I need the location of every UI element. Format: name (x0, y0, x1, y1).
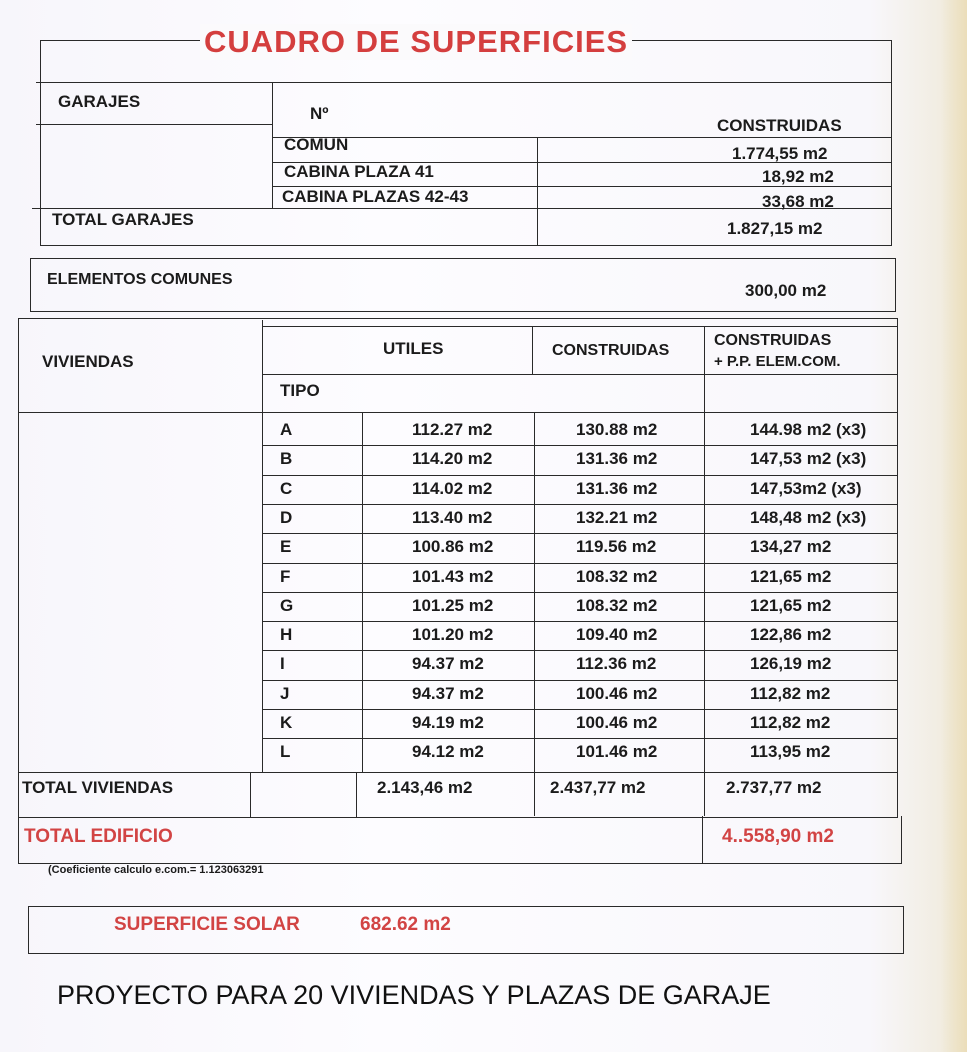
vivienda-construidas: 119.56 m2 (576, 537, 657, 556)
garajes-row-value: 18,92 m2 (762, 167, 834, 186)
vivienda-utiles: 114.20 m2 (412, 449, 493, 468)
page-title: CUADRO DE SUPERFICIES (200, 24, 632, 60)
viviendas-header-mid (262, 374, 898, 375)
vivienda-row-rule (262, 680, 898, 681)
vivienda-utiles: 101.20 m2 (412, 625, 494, 644)
total-viviendas-divider-1 (250, 772, 251, 818)
vivienda-utiles: 114.02 m2 (412, 479, 493, 498)
vivienda-construidas: 131.36 m2 (576, 449, 658, 468)
vivienda-construidas-pp: 121,65 m2 (750, 567, 832, 586)
total-viviendas-construidas-pp: 2.737,77 m2 (726, 778, 822, 797)
vivienda-construidas-pp: 122,86 m2 (750, 625, 832, 644)
vivienda-row-rule (262, 709, 898, 710)
header-utiles: UTILES (383, 339, 444, 358)
vivienda-construidas: 109.40 m2 (576, 625, 658, 644)
vivienda-utiles: 101.25 m2 (412, 596, 494, 615)
vivienda-row-rule (262, 475, 898, 476)
elementos-comunes-value: 300,00 m2 (745, 281, 827, 300)
vivienda-construidas: 100.46 m2 (576, 713, 658, 732)
garajes-divider-2 (537, 137, 538, 246)
vivienda-tipo: E (280, 537, 292, 556)
vivienda-construidas: 108.32 m2 (576, 567, 658, 586)
garajes-label: GARAJES (58, 92, 141, 111)
vivienda-construidas-pp: 148,48 m2 (x3) (750, 508, 867, 527)
vivienda-construidas: 108.32 m2 (576, 596, 658, 615)
vivienda-row-rule (262, 621, 898, 622)
vivienda-row-rule (262, 563, 898, 564)
vivienda-construidas-pp: 134,27 m2 (750, 537, 832, 556)
garajes-label-rule (36, 124, 272, 125)
vivienda-tipo: H (280, 625, 293, 644)
vivienda-row-rule (262, 445, 898, 446)
garajes-divider-1 (272, 82, 273, 208)
total-viviendas-utiles: 2.143,46 m2 (377, 778, 473, 797)
vivienda-utiles: 94.19 m2 (412, 713, 484, 732)
vivienda-construidas: 130.88 m2 (576, 420, 658, 439)
header-construidas-pp-1: CONSTRUIDAS (714, 332, 832, 349)
vivienda-construidas-pp: 121,65 m2 (750, 596, 832, 615)
vivienda-tipo: A (280, 420, 293, 439)
vivienda-tipo: D (280, 508, 293, 527)
total-viviendas-construidas: 2.437,77 m2 (550, 778, 646, 797)
vivienda-row-rule (262, 533, 898, 534)
vivienda-construidas-pp: 113,95 m2 (750, 742, 831, 761)
garajes-row-value: 33,68 m2 (762, 192, 834, 211)
vivienda-tipo: L (280, 742, 291, 761)
vivienda-tipo: G (280, 596, 294, 615)
viviendas-construidas-left (534, 412, 535, 816)
garajes-row-rule-1 (272, 137, 892, 138)
vivienda-row-rule (262, 650, 898, 651)
garajes-row-name: CABINA PLAZA 41 (284, 162, 434, 181)
vivienda-construidas-pp: 112,82 m2 (750, 713, 831, 732)
coeficiente-note: (Coeficiente calculo e.com.= 1.123063291 (48, 864, 264, 876)
vivienda-row-rule (262, 592, 898, 593)
vivienda-construidas: 100.46 m2 (576, 684, 658, 703)
paper-fold (940, 0, 967, 1052)
total-viviendas-divider-2 (356, 772, 357, 818)
total-garajes-label: TOTAL GARAJES (52, 210, 194, 229)
vivienda-row-rule (262, 738, 898, 739)
garajes-row-name: CABINA PLAZAS 42-43 (282, 187, 469, 206)
header-construidas: CONSTRUIDAS (552, 342, 670, 359)
vivienda-construidas-pp: 126,19 m2 (750, 654, 832, 673)
header-construidas-pp-2: + P.P. ELEM.COM. (714, 353, 841, 370)
viviendas-divider-pp (704, 326, 705, 816)
vivienda-tipo: I (280, 654, 285, 673)
vivienda-utiles: 94.37 m2 (412, 654, 484, 673)
elementos-comunes-label: ELEMENTOS COMUNES (47, 271, 233, 288)
vivienda-tipo: F (280, 567, 291, 586)
vivienda-tipo: K (280, 713, 293, 732)
vivienda-construidas: 131.36 m2 (576, 479, 658, 498)
vivienda-construidas: 112.36 m2 (576, 654, 657, 673)
vivienda-utiles: 101.43 m2 (412, 567, 494, 586)
vivienda-utiles: 113.40 m2 (412, 508, 493, 527)
vivienda-tipo: J (280, 684, 290, 703)
garajes-row-name: COMUN (284, 135, 349, 154)
header-tipo: TIPO (280, 381, 320, 400)
viviendas-divider-utiles (532, 326, 533, 374)
vivienda-utiles: 94.12 m2 (412, 742, 484, 761)
viviendas-header-bottom (18, 412, 898, 413)
total-viviendas-rule (18, 772, 898, 773)
total-edificio-divider (702, 816, 703, 864)
total-garajes-value: 1.827,15 m2 (727, 219, 823, 238)
viviendas-divider-label (262, 320, 263, 412)
superficie-solar-value: 682.62 m2 (360, 914, 451, 935)
project-caption: PROYECTO PARA 20 VIVIENDAS Y PLAZAS DE GARAJE (57, 980, 771, 1010)
vivienda-construidas-pp: 112,82 m2 (750, 684, 831, 703)
vivienda-tipo: C (280, 479, 293, 498)
garajes-construidas-header: CONSTRUIDAS (717, 116, 842, 135)
total-edificio-value: 4..558,90 m2 (722, 826, 834, 847)
vivienda-tipo: B (280, 449, 293, 468)
vivienda-construidas: 132.21 m2 (576, 508, 658, 527)
total-edificio-label: TOTAL EDIFICIO (24, 826, 173, 847)
superficie-solar-label: SUPERFICIE SOLAR (114, 914, 300, 935)
vivienda-utiles: 112.27 m2 (412, 420, 493, 439)
vivienda-row-rule (262, 504, 898, 505)
garajes-header-rule (36, 82, 892, 83)
vivienda-utiles: 100.86 m2 (412, 537, 494, 556)
vivienda-construidas-pp: 144.98 m2 (x3) (750, 420, 867, 439)
total-viviendas-label: TOTAL VIVIENDAS (22, 778, 174, 797)
vivienda-utiles: 94.37 m2 (412, 684, 484, 703)
garajes-row-value: 1.774,55 m2 (732, 144, 828, 163)
garajes-no-header: Nº (310, 104, 329, 123)
vivienda-construidas-pp: 147,53m2 (x3) (750, 479, 862, 498)
vivienda-construidas-pp: 147,53 m2 (x3) (750, 449, 867, 468)
vivienda-construidas: 101.46 m2 (576, 742, 658, 761)
viviendas-label: VIVIENDAS (42, 352, 134, 371)
viviendas-header-top (262, 326, 898, 327)
